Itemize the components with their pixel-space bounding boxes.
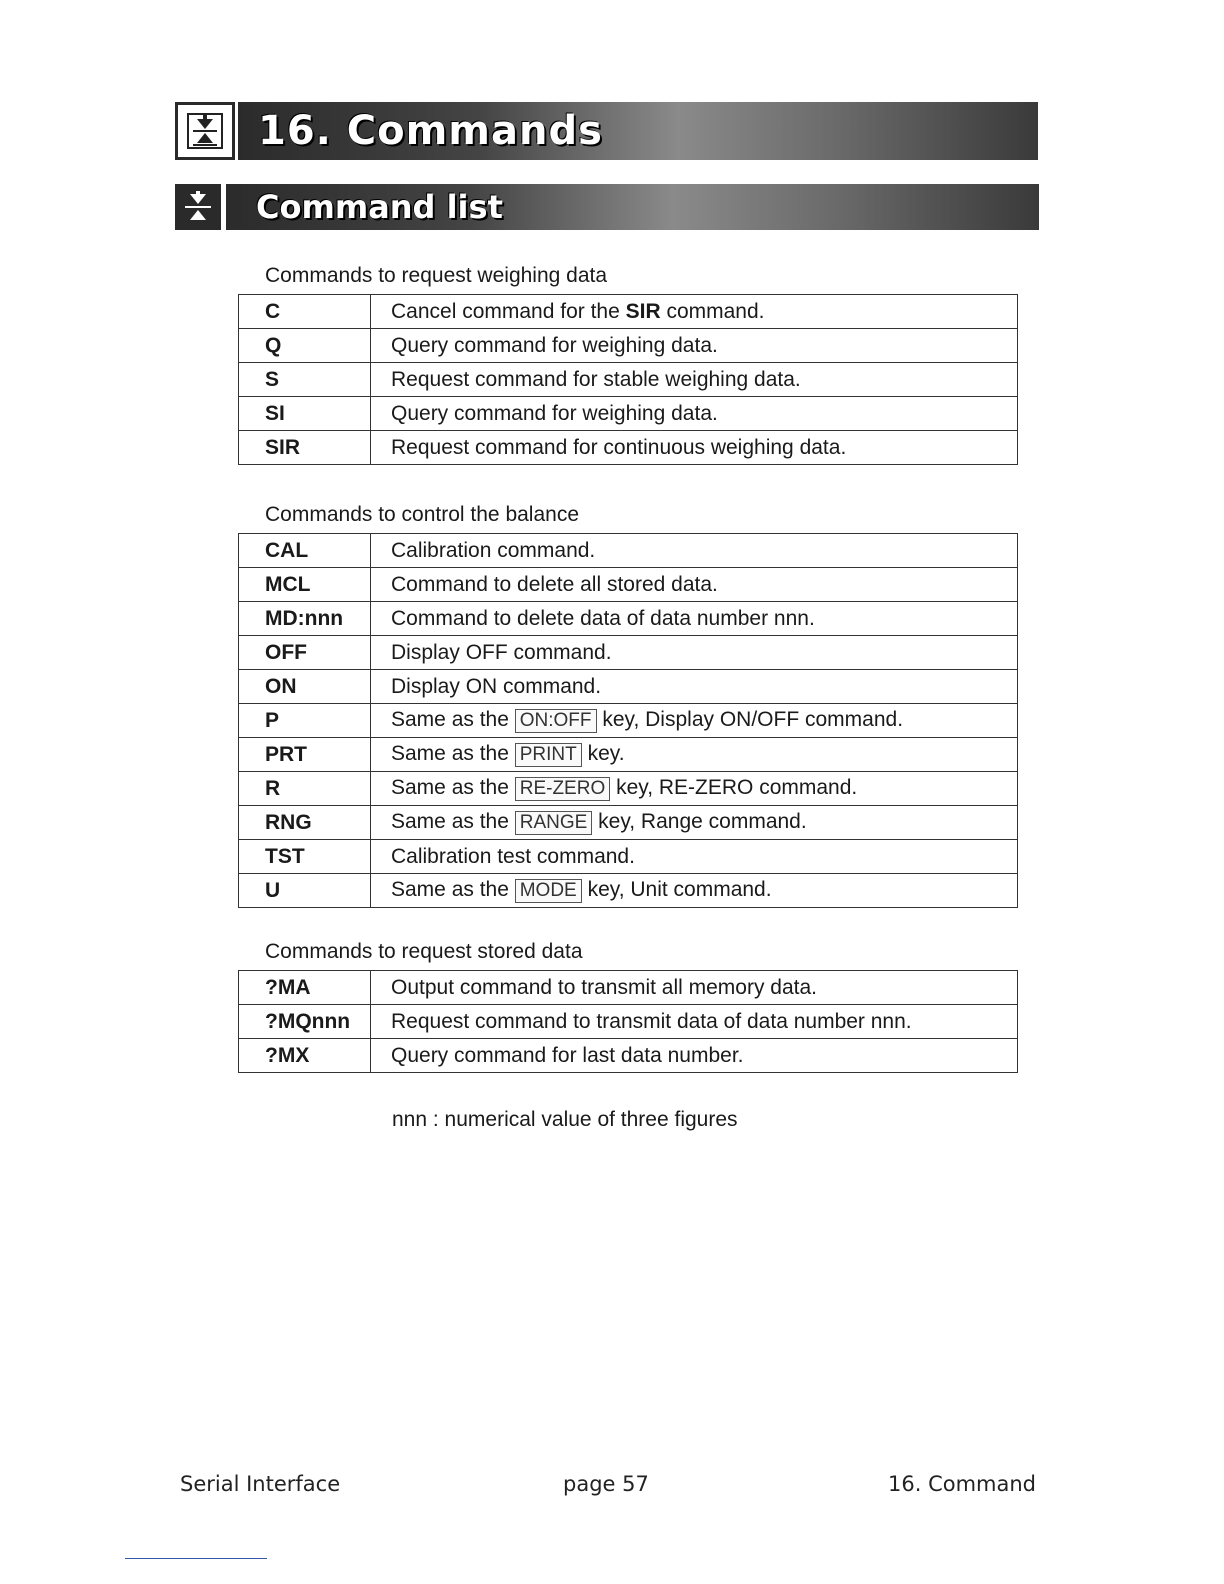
command-code: SIR (239, 431, 371, 465)
footer-left: Serial Interface (180, 1472, 341, 1496)
table-row (239, 534, 1018, 568)
command-code: S (239, 363, 371, 397)
group-caption: Commands to request stored data (265, 940, 583, 963)
key-label: PRINT (515, 743, 582, 767)
table-row (239, 568, 1018, 602)
chapter-title: 16. Commands (258, 108, 603, 154)
balance-control-table (238, 533, 1018, 908)
table-row (239, 295, 1018, 329)
weighing-scale-icon (175, 184, 221, 230)
group-caption: Commands to control the balance (265, 503, 580, 526)
chapter-title-bar (238, 102, 1038, 160)
command-code: CAL (239, 534, 371, 568)
command-code: ?MA (239, 971, 371, 1005)
table-row (239, 772, 1018, 806)
command-description: Query command for weighing data. (371, 329, 1018, 363)
table-row (239, 602, 1018, 636)
section-title: Command list (256, 188, 503, 226)
bottom-rule (125, 1558, 267, 1559)
table-row (239, 636, 1018, 670)
table-row (239, 329, 1018, 363)
command-code: ?MX (239, 1039, 371, 1073)
command-code: Q (239, 329, 371, 363)
command-code: RNG (239, 806, 371, 840)
table-row (239, 840, 1018, 874)
table-row (239, 431, 1018, 465)
chapter-banner (175, 102, 1038, 160)
command-description: Same as the PRINT key. (371, 738, 1018, 772)
command-code: C (239, 295, 371, 329)
stored-data-table (238, 970, 1018, 1073)
command-description: Cancel command for the SIR command. (371, 295, 1018, 329)
command-description: Calibration command. (371, 534, 1018, 568)
table-row (239, 971, 1018, 1005)
section-banner (175, 184, 1039, 230)
command-code: ON (239, 670, 371, 704)
command-code: P (239, 704, 371, 738)
weighing-scale-icon (175, 102, 235, 160)
key-label: RE-ZERO (515, 777, 611, 801)
table-row (239, 397, 1018, 431)
section-title-bar (226, 184, 1039, 230)
command-description: Query command for weighing data. (371, 397, 1018, 431)
command-description: Calibration test command. (371, 840, 1018, 874)
command-description: Same as the ON:OFF key, Display ON/OFF command. (371, 704, 1018, 738)
command-description: Output command to transmit all memory data. (371, 971, 1018, 1005)
command-code: SI (239, 397, 371, 431)
group-caption: Commands to request weighing data (265, 264, 608, 287)
weighing-request-table (238, 294, 1018, 465)
command-description: Command to delete data of data number nnn. (371, 602, 1018, 636)
table-row (239, 704, 1018, 738)
table-row (239, 738, 1018, 772)
table-row (239, 806, 1018, 840)
command-description: Same as the MODE key, Unit command. (371, 874, 1018, 908)
table-row (239, 874, 1018, 908)
footer-right: 16. Command (888, 1472, 1037, 1496)
command-description: Display OFF command. (371, 636, 1018, 670)
command-code: OFF (239, 636, 371, 670)
key-label: MODE (515, 879, 582, 903)
bold-text: SIR (625, 299, 661, 323)
table-row (239, 363, 1018, 397)
command-description: Request command to transmit data of data number nnn. (371, 1005, 1018, 1039)
command-description: Display ON command. (371, 670, 1018, 704)
command-description: Command to delete all stored data. (371, 568, 1018, 602)
command-code: TST (239, 840, 371, 874)
command-description: Same as the RE-ZERO key, RE-ZERO command. (371, 772, 1018, 806)
footer-page-number: page 57 (563, 1472, 649, 1496)
command-code: ?MQnnn (239, 1005, 371, 1039)
table-row (239, 670, 1018, 704)
command-code: R (239, 772, 371, 806)
key-label: RANGE (515, 811, 593, 835)
table-row (239, 1005, 1018, 1039)
key-label: ON:OFF (515, 709, 597, 733)
command-code: MD:nnn (239, 602, 371, 636)
command-code: U (239, 874, 371, 908)
table-row (239, 1039, 1018, 1073)
command-description: Same as the RANGE key, Range command. (371, 806, 1018, 840)
command-description: Request command for continuous weighing data. (371, 431, 1018, 465)
command-code: PRT (239, 738, 371, 772)
command-description: Query command for last data number. (371, 1039, 1018, 1073)
command-code: MCL (239, 568, 371, 602)
command-description: Request command for stable weighing data. (371, 363, 1018, 397)
footnote: nnn : numerical value of three figures (392, 1108, 738, 1131)
